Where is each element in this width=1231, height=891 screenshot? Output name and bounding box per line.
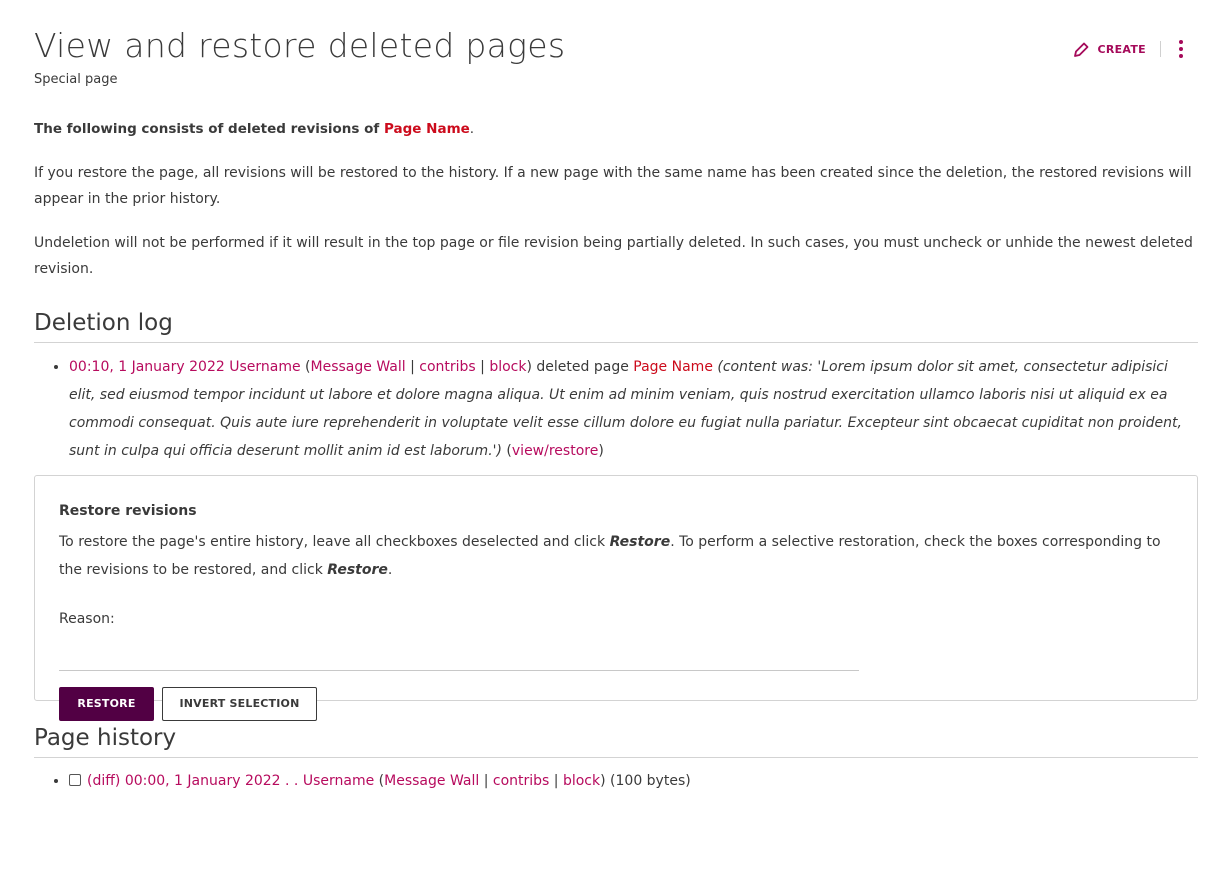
- intro-lead: [34, 116, 1198, 142]
- log-action-text: ) deleted page: [526, 359, 634, 375]
- log-open-paren: (: [300, 359, 311, 375]
- deletion-log-entry: [69, 353, 1198, 465]
- restore-desc-part-3: .: [387, 562, 393, 578]
- restore-desc-part-1: To restore the page's entire history, leave all checkboxes deselected and click: [59, 534, 610, 550]
- create-button-label: CREATE: [1097, 42, 1146, 56]
- log-content-summary: (content was: 'Lorem ipsum dolor sit amet, consectetur adipisici elit, sed eiusmod tempor incidunt ut labore et dolore magna aliqua. Ut enim ad minim veniam, quis nostrud exercitation ullamco laboris nisi ut aliquid ex ea commodi consequat. Quis aute iure reprehenderit in voluptate velit esse cillum dolore eu fugiat nulla pariatur. Excepteur sint obcaecat cupiditat non proident, sunt in culpa qui officia deserunt mollit anim id est laborum.'): [69, 359, 1182, 459]
- actions-divider: [1160, 41, 1161, 57]
- restore-heading: Restore revisions: [59, 503, 197, 519]
- history-pipe-2: |: [549, 773, 563, 789]
- log-timestamp-link[interactable]: 00:10, 1 January 2022: [69, 359, 225, 375]
- deletion-log-list: [34, 353, 1198, 465]
- log-contribs-link[interactable]: contribs: [419, 359, 476, 375]
- intro-paragraph-3: Undeletion will not be performed if it will result in the top page or file revision being partially deleted. In such cases, you must uncheck or unhide the newest deleted revision.: [34, 235, 1193, 277]
- revision-checkbox[interactable]: [69, 774, 81, 786]
- more-options-icon[interactable]: [1175, 38, 1187, 60]
- page-history-list: [34, 768, 1198, 794]
- page-actions: [1073, 38, 1187, 60]
- log-block-link[interactable]: block: [489, 359, 527, 375]
- restore-description: [59, 528, 1173, 584]
- log-page-link[interactable]: Page Name: [633, 359, 713, 375]
- history-contribs-link[interactable]: contribs: [492, 773, 550, 789]
- history-user-link[interactable]: Username: [302, 773, 375, 789]
- history-open-paren: (: [374, 773, 385, 789]
- main-content: [34, 116, 1198, 794]
- log-view-close: ): [598, 443, 604, 459]
- page-subtitle: Special page: [34, 72, 118, 87]
- restore-button[interactable]: RESTORE: [59, 687, 154, 721]
- create-button[interactable]: [1073, 40, 1146, 58]
- page-history-heading: Page history: [34, 725, 1198, 758]
- history-block-link[interactable]: block: [562, 773, 601, 789]
- intro-page-link[interactable]: Page Name: [384, 121, 470, 137]
- intro-paragraph-2: If you restore the page, all revisions will be restored to the history. If a new page with the same name has been created since the deletion, the restored revisions will appear in the prior history.: [34, 165, 1192, 207]
- log-pipe-1: |: [405, 359, 420, 375]
- invert-selection-button[interactable]: INVERT SELECTION: [162, 687, 317, 721]
- log-user-link[interactable]: Username: [229, 359, 301, 375]
- intro-lead-end: .: [469, 121, 475, 137]
- history-row: [69, 768, 1198, 794]
- reason-input[interactable]: [59, 644, 859, 671]
- history-timestamp-link[interactable]: 00:00, 1 January 2022: [124, 773, 281, 789]
- restore-button-row: [59, 687, 1173, 721]
- log-message-wall-link[interactable]: Message Wall: [310, 359, 406, 375]
- restore-desc-emphasis-2: Restore: [327, 562, 388, 578]
- page-title: View and restore deleted pages: [34, 26, 566, 65]
- history-pipe-1: |: [479, 773, 493, 789]
- pencil-icon: [1073, 40, 1091, 58]
- restore-desc-part-2: . To perform a selective restoration, check the boxes corresponding to the revisions to be restored, and click: [59, 534, 1161, 578]
- diff-link[interactable]: (diff): [87, 773, 121, 789]
- deletion-log-heading: Deletion log: [34, 310, 1198, 343]
- reason-label: Reason:: [59, 611, 115, 627]
- history-message-wall-link[interactable]: Message Wall: [384, 773, 480, 789]
- log-pipe-2: |: [475, 359, 490, 375]
- history-size: ) (100 bytes): [600, 773, 691, 789]
- intro-lead-text: The following consists of deleted revisions of: [34, 121, 384, 137]
- history-dots: . .: [280, 773, 303, 789]
- log-view-open: (: [501, 443, 512, 459]
- restore-desc-emphasis-1: Restore: [609, 534, 671, 550]
- view-restore-link[interactable]: view/restore: [511, 443, 599, 459]
- restore-revisions-box: [34, 475, 1198, 710]
